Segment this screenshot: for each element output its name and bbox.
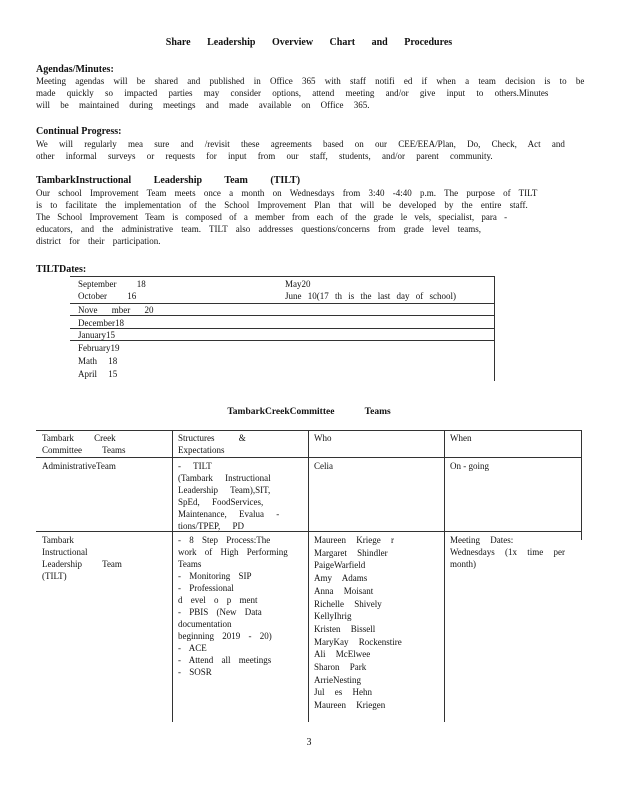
divider <box>70 276 495 277</box>
tilt-heading: TambarkInstructional Leadership Team (TILT) <box>36 175 301 186</box>
header-when: When <box>450 433 472 443</box>
date-item: May20 <box>285 279 311 289</box>
tilt-line: educators, and the administrative team. TILT also addresses questions/concerns from grade level teams, <box>36 224 481 234</box>
date-item: October 16 <box>78 291 137 301</box>
page-number: 3 <box>306 737 312 748</box>
agendas-text <box>36 75 585 111</box>
header-team: Tambark Creek Committee Teams <box>42 433 126 455</box>
row2-who: Maureen Kriege r Margaret Shindler PaigeWarfield Amy Adams Anna Moisant Richelle Shively KellyIhrig Kristen Bissell MaryKay Rockenstire Ali McElwee Sharon Park ArrieNesting Jul es Hehn Maureen Kriegen <box>314 535 402 711</box>
dates-table <box>70 276 495 381</box>
divider <box>172 430 173 722</box>
tilt-line: The School Improvement Team is composed of a member from each of the grade le vels, specialist, para - <box>36 212 508 222</box>
date-item: December18 <box>78 318 124 328</box>
header-structures: Structures & Expectations <box>178 433 246 455</box>
tilt-line: Our school Improvement Team meets once a month on Wednesdays from 3:40 -4:40 p.m. The purpose of TILT <box>36 188 538 198</box>
row1-structures: - TILT (Tambark Instructional Leadership Team),SIT, SpEd, FoodServices, Maintenance, Evalua - tions/TPEP, PD <box>178 461 280 531</box>
dates-heading: TILTDates: <box>36 264 87 275</box>
teams-title: TambarkCreekCommittee Teams <box>227 407 391 417</box>
agendas-line: will be maintained during meetings and made available on Office 365. <box>36 100 370 110</box>
progress-text <box>36 138 576 162</box>
divider <box>36 531 582 532</box>
row2-structures: - 8 Step Process:The work of High Performing Teams - Monitoring SIP - Professional d evel o p ment - PBIS (New Data documentation beginning 2019 - 20) - ACE - Attend all meetings - SOSR <box>178 535 288 677</box>
agendas-line: made quickly so impacted parties may consider options, attend meeting and/or give input to others.Minutes <box>36 88 549 98</box>
date-item: June 10(17 th is the last day of school) <box>285 291 456 301</box>
date-item: Nove mber 20 <box>78 305 154 315</box>
date-item: September 18 <box>78 279 146 289</box>
date-item: January15 <box>78 330 115 340</box>
committee-table <box>36 430 582 722</box>
divider <box>494 276 495 381</box>
agendas-heading: Agendas/Minutes: <box>36 64 114 75</box>
row2-team: Tambark Instructional Leadership Team (TILT) <box>42 535 122 581</box>
divider <box>70 328 495 329</box>
divider <box>36 457 582 458</box>
row2-when: Meeting Dates: Wednesdays (1x time per month) <box>450 535 565 569</box>
progress-heading: Continual Progress: <box>36 126 122 137</box>
divider <box>444 430 445 722</box>
progress-line: other informal surveys or requests for input from our staff, students, and/or parent community. <box>36 151 493 161</box>
date-item: Math 18 <box>78 356 118 366</box>
header-who: Who <box>314 433 332 443</box>
divider <box>36 430 582 431</box>
date-item: April 15 <box>78 369 118 379</box>
date-item: February19 <box>78 343 120 353</box>
row1-when: On - going <box>450 461 489 471</box>
tilt-line: district for their participation. <box>36 236 161 246</box>
divider <box>70 340 495 341</box>
divider <box>308 430 309 722</box>
divider <box>581 430 582 540</box>
agendas-line: Meeting agendas will be shared and published in Office 365 with staff notifi ed if when a team decision is to be <box>36 76 585 86</box>
page-title: Share Leadership Overview Chart and Procedures <box>165 37 453 48</box>
tilt-line: is to facilitate the implementation of the School Improvement Plan that will be developed by the entire staff. <box>36 200 528 210</box>
row1-team: AdministrativeTeam <box>42 461 116 471</box>
progress-line: We will regularly mea sure and /revisit these agreements based on our CEE/EEA/Plan, Do, Check, Act and <box>36 139 565 149</box>
row1-who: Celia <box>314 461 333 471</box>
tilt-text <box>36 187 576 247</box>
